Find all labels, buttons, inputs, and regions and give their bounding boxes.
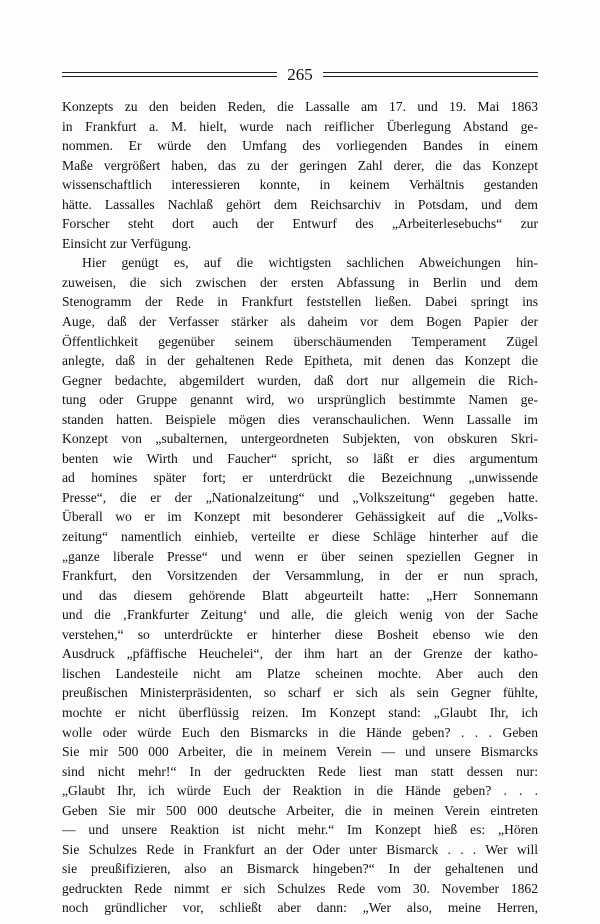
text-line: „ganze liberale Presse“ und wenn er über seinen speziellen Gegner in	[62, 548, 538, 564]
text-line: sind nicht mehr!“ In der gedruckten Rede liest man statt dessen nur:	[62, 763, 538, 779]
text-line: Konzepts zu den beiden Reden, die Lassalle am 17. und 19. Mai 1863	[62, 99, 538, 114]
text-line: verstehen,“ so unterdrückte er hinterher diese Bosheit ebenso wie den	[62, 626, 538, 642]
text-line: hätte. Lassalles Nachlaß gehört dem Reichsarchiv in Potsdam, und dem	[62, 196, 538, 212]
text-line: nommen. Er würde den Umfang des vorliegenden Bandes in einem	[62, 138, 538, 154]
text-line: zeitung“ namentlich einhieb, verteilte er diese Schläge hinterher auf die	[62, 529, 538, 545]
text-line: in Frankfurt a. M. hielt, wurde nach reiflicher Überlegung Abstand ge-	[62, 118, 538, 134]
text-line: Hier genügt es, auf die wichtigsten sachlichen Abweichungen hin-	[82, 255, 538, 271]
text-line: standen hatten. Beispiele mögen dies veranschaulichen. Wenn Lassalle im	[62, 411, 538, 427]
text-line: gedruckten Rede nimmt er sich Schulzes Rede vom 30. November 1862	[62, 880, 538, 896]
text-line: Frankfurt, den Vorsitzenden der Versammlung, in der er nun sprach,	[62, 568, 538, 584]
text-line: Auge, daß der Verfasser stärker als daheim vor dem Bogen Papier der	[62, 314, 538, 330]
text-line: anlegte, daß in der gehaltenen Rede Epitheta, mit denen das Konzept die	[62, 353, 538, 369]
text-line: Überall wo er im Konzept mit besonderer Gehässigkeit auf die „Volks-	[62, 509, 538, 525]
text-line: mochte er nicht überflüssig reizen. Im Konzept stand: „Glaubt Ihr, ich	[62, 704, 538, 720]
text-line: wissenschaftlich interessieren konnte, in keinem Verhältnis gestanden	[62, 177, 538, 193]
text-line: und die ‚Frankfurter Zeitung‘ und alle, die gleich wenig von der Sache	[62, 607, 538, 623]
text-line: — und unsere Reaktion ist nicht mehr.“ Im Konzept hieß es: „Hören	[62, 822, 538, 838]
text-line: benten wie Wirth und Faucher“ spricht, so läßt er dies argumentum	[62, 450, 538, 466]
body-text	[62, 97, 538, 918]
header-rule-right	[323, 72, 538, 77]
text-line: lischen Landesteile nicht am Platze scheinen mochte. Aber auch den	[62, 665, 538, 681]
page-number: 265	[287, 64, 313, 84]
text-line: Sie Schulzes Rede in Frankfurt an der Oder unter Bismarck . . . Wer will	[62, 841, 538, 857]
text-line: Konzept von „subalternen, untergeordneten Subjekten, von obskuren Skri-	[62, 431, 538, 447]
text-line: Forscher steht dort auch der Entwurf des „Arbeiterlesebuchs“ zur	[62, 216, 538, 232]
text-line: Ausdruck „pfäffische Heuchelei“, der ihm hart an der Grenze der katho-	[62, 646, 538, 662]
header-rule-left	[62, 72, 277, 77]
text-line: Öffentlichkeit gegenüber seinem überschäumenden Temperament Zügel	[62, 333, 538, 349]
text-line: tung oder Gruppe genannt wird, wo ursprünglich bestimmte Namen ge-	[62, 392, 538, 408]
text-line: noch gründlicher vor, schließt aber dann: „Wer also, meine Herren,	[62, 900, 538, 916]
text-line: „Glaubt Ihr, ich würde Euch der Reaktion in die Hände geben? . . .	[62, 783, 538, 799]
text-line: zuweisen, die sich zwischen der ersten Abfassung in Berlin und dem	[62, 274, 538, 290]
text-line: Einsicht zur Verfügung.	[62, 235, 192, 251]
text-line: sie preußifizieren, also an Bismarck hingeben?“ In der gehaltenen und	[62, 861, 538, 877]
text-line: und das diesem gehörende Blatt abgeurteilt hatte: „Herr Sonnemann	[62, 587, 538, 603]
text-line: ad homines später fort; er unterdrückt die Bezeichnung „unwissende	[62, 470, 538, 486]
page-header	[62, 62, 538, 86]
text-line: Maße vergrößert haben, das zu der geringen Zahl derer, die das Konzept	[62, 157, 538, 173]
text-line: Gegner bedachte, abgemildert wurden, daß dort nur allgemein die Rich-	[62, 372, 538, 388]
text-line: Geben Sie mir 500 000 deutsche Arbeiter, die in meinen Verein eintreten	[62, 802, 538, 818]
text-line: Presse“, die er der „Nationalzeitung“ und „Volkszeitung“ gegeben hatte.	[62, 489, 538, 505]
text-line: wolle oder würde Euch den Bismarcks in die Hände geben? . . . Geben	[62, 724, 538, 740]
text-line: Stenogramm der Rede in Frankfurt feststellen ließen. Dabei springt ins	[62, 294, 538, 310]
text-line: Sie mir 500 000 Arbeiter, die in meinem Verein — und unsere Bismarcks	[62, 744, 538, 760]
text-line: preußischen Ministerpräsidenten, so scharf er sich als sein Gegner fühlte,	[62, 685, 538, 701]
